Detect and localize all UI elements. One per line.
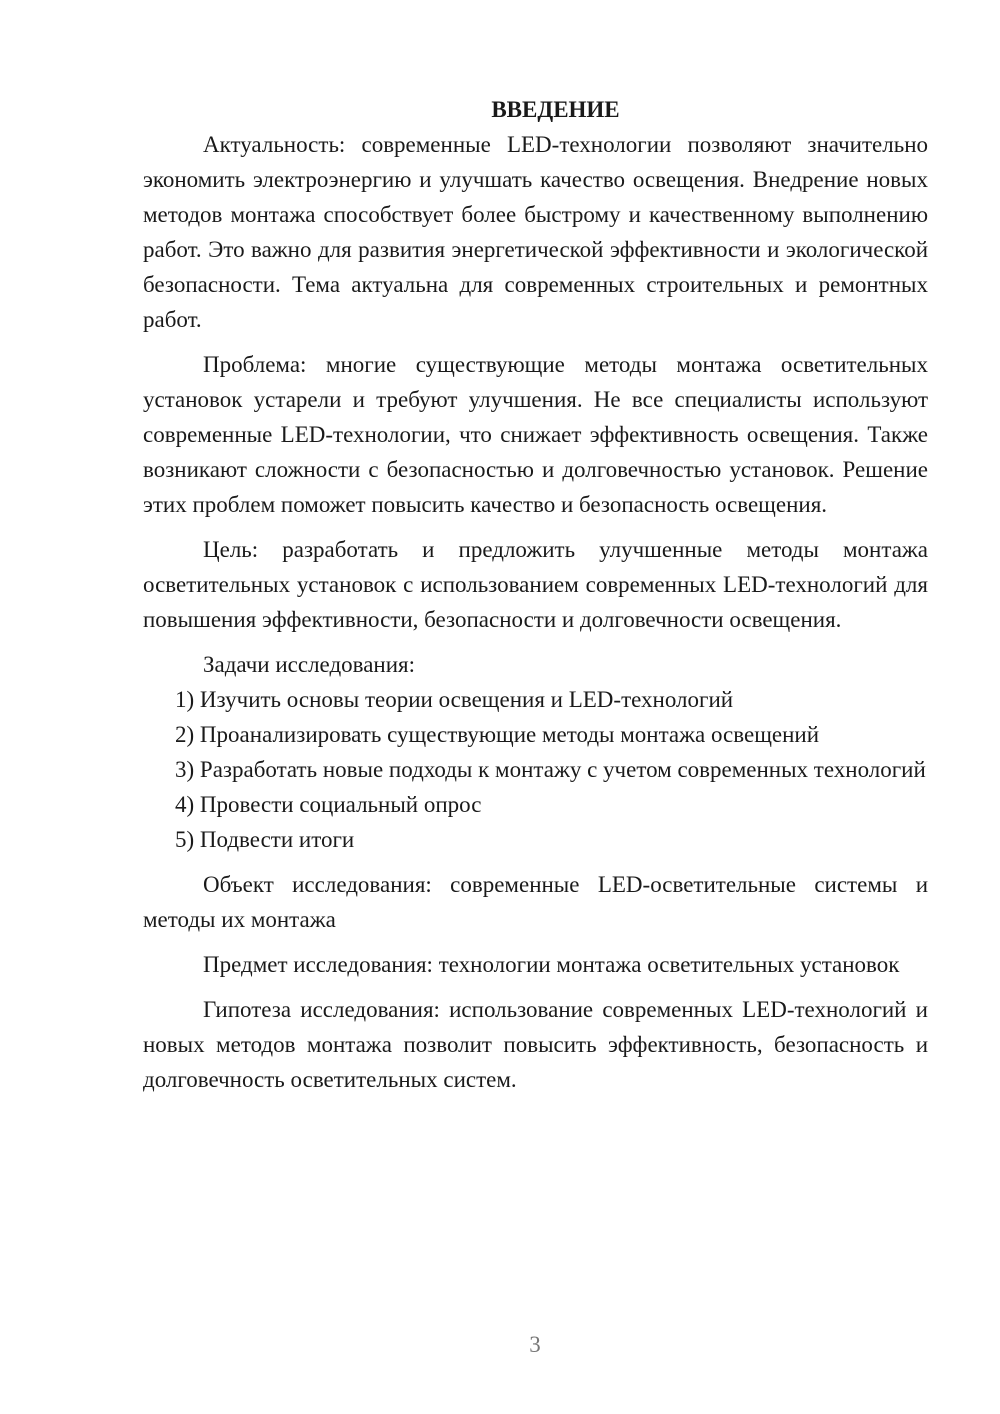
task-item: 2) Проанализировать существующие методы монтажа освещений bbox=[175, 722, 820, 747]
page-number: 3 bbox=[529, 1332, 541, 1357]
hypothesis-paragraph: Гипотеза исследования: использование современных LED-технологий и новых методов монтажа позволит повысить эффективность, безопасность и долговечность осветительных систем. bbox=[143, 997, 928, 1092]
relevance-paragraph: Актуальность: современные LED-технологии позволяют значительно экономить электроэнергию и улучшать качество освещения. Внедрение новых методов монтажа способствует более быстрому и качественному выполнению работ. Это важно для развития энергетической эффективности и экологической безопасности. Тема актуальна для современных строительных и ремонтных работ. bbox=[143, 132, 928, 332]
goal-paragraph: Цель: разработать и предложить улучшенные методы монтажа осветительных установок с использованием современных LED-технологий для повышения эффективности, безопасности и долговечности освещения. bbox=[143, 537, 928, 632]
tasks-heading: Задачи исследования: bbox=[203, 652, 416, 677]
problem-paragraph: Проблема: многие существующие методы монтажа осветительных установок устарели и требуют улучшения. Не все специалисты используют современные LED-технологии, что снижает эффективность освещения. Также возникают сложности с безопасностью и долговечностью установок. Решение этих проблем поможет повысить качество и безопасность освещения. bbox=[143, 352, 928, 517]
task-item: 4) Провести социальный опрос bbox=[175, 792, 482, 817]
page-content bbox=[143, 92, 928, 1097]
task-item: 5) Подвести итоги bbox=[175, 827, 355, 852]
subject-paragraph: Предмет исследования: технологии монтажа осветительных установок bbox=[203, 952, 900, 977]
object-paragraph: Объект исследования: современные LED-осветительные системы и методы их монтажа bbox=[143, 872, 928, 932]
page-title: ВВЕДЕНИЕ bbox=[491, 97, 620, 122]
task-item: 3) Разработать новые подходы к монтажу с учетом современных технологий bbox=[175, 757, 926, 782]
task-item: 1) Изучить основы теории освещения и LED-технологий bbox=[175, 687, 734, 712]
